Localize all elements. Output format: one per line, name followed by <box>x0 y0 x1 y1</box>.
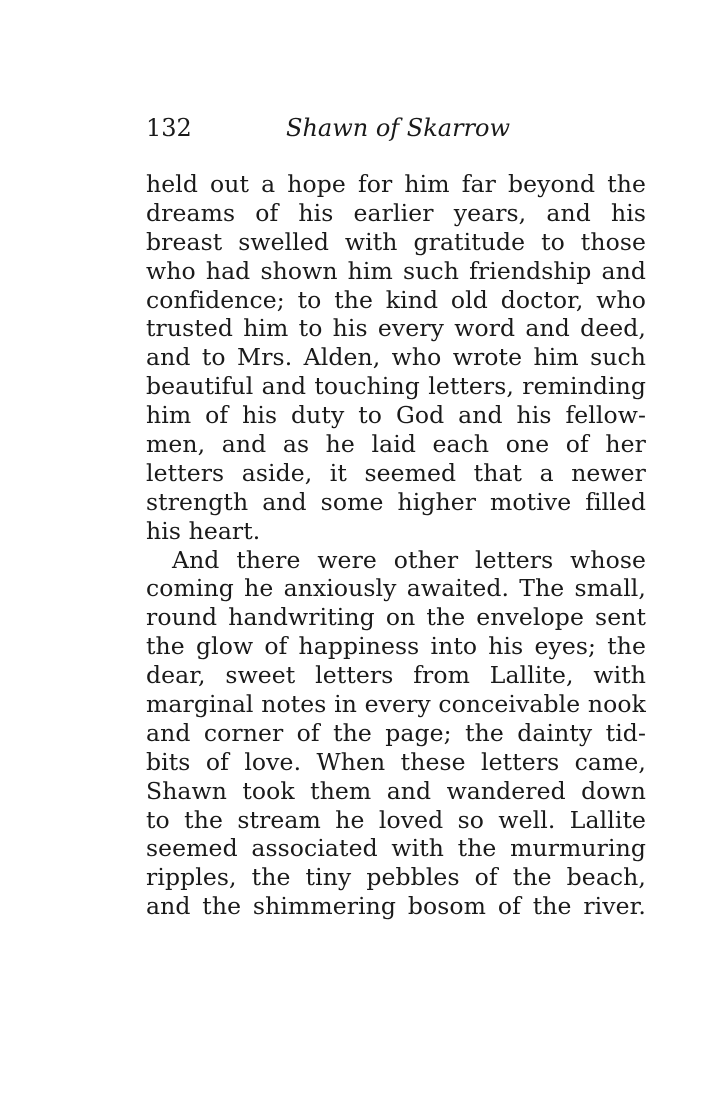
text-line: breast swelled with gratitude to those <box>146 227 646 256</box>
text-line: And there were other letters whose <box>172 545 646 574</box>
text-line: marginal notes in every conceivable nook <box>146 690 646 719</box>
text-line: to the stream he loved so well. Lallite <box>146 805 646 834</box>
paragraph-1 <box>146 170 646 546</box>
text-line: and to Mrs. Alden, who wrote him such <box>146 343 646 372</box>
text-line: confidence; to the kind old doctor, who <box>146 285 646 314</box>
text-line: dreams of his earlier years, and his <box>146 198 646 227</box>
text-line: dear, sweet letters from Lallite, with <box>146 661 646 690</box>
body-text <box>146 170 646 921</box>
text-line: strength and some higher motive filled <box>146 487 646 516</box>
text-line: letters aside, it seemed that a newer <box>146 458 646 487</box>
text-line: and corner of the page; the dainty tid- <box>146 718 646 747</box>
text-line: him of his duty to God and his fellow- <box>146 401 646 430</box>
running-head <box>146 110 650 146</box>
text-line: trusted him to his every word and deed, <box>146 314 646 343</box>
text-line: men, and as he laid each one of her <box>146 430 646 459</box>
text-line: who had shown him such friendship and <box>146 256 646 285</box>
text-line: Shawn took them and wandered down <box>146 776 646 805</box>
page-number: 132 <box>146 114 192 142</box>
text-line: held out a hope for him far beyond the <box>146 170 646 198</box>
text-line: bits of love. When these letters came, <box>146 747 646 776</box>
text-line: the glow of happiness into his eyes; the <box>146 632 646 661</box>
paragraph-2 <box>146 546 646 922</box>
text-line: seemed associated with the murmuring <box>146 834 646 863</box>
text-line: round handwriting on the envelope sent <box>146 603 646 632</box>
text-line: ripples, the tiny pebbles of the beach, <box>146 863 646 892</box>
text-line: coming he anxiously awaited. The small, <box>146 574 646 603</box>
text-line: beautiful and touching letters, reminding <box>146 372 646 401</box>
running-title: Shawn of Skarrow <box>286 114 511 142</box>
text-line: his heart. <box>146 516 261 545</box>
text-line: and the shimmering bosom of the river. <box>146 892 646 921</box>
